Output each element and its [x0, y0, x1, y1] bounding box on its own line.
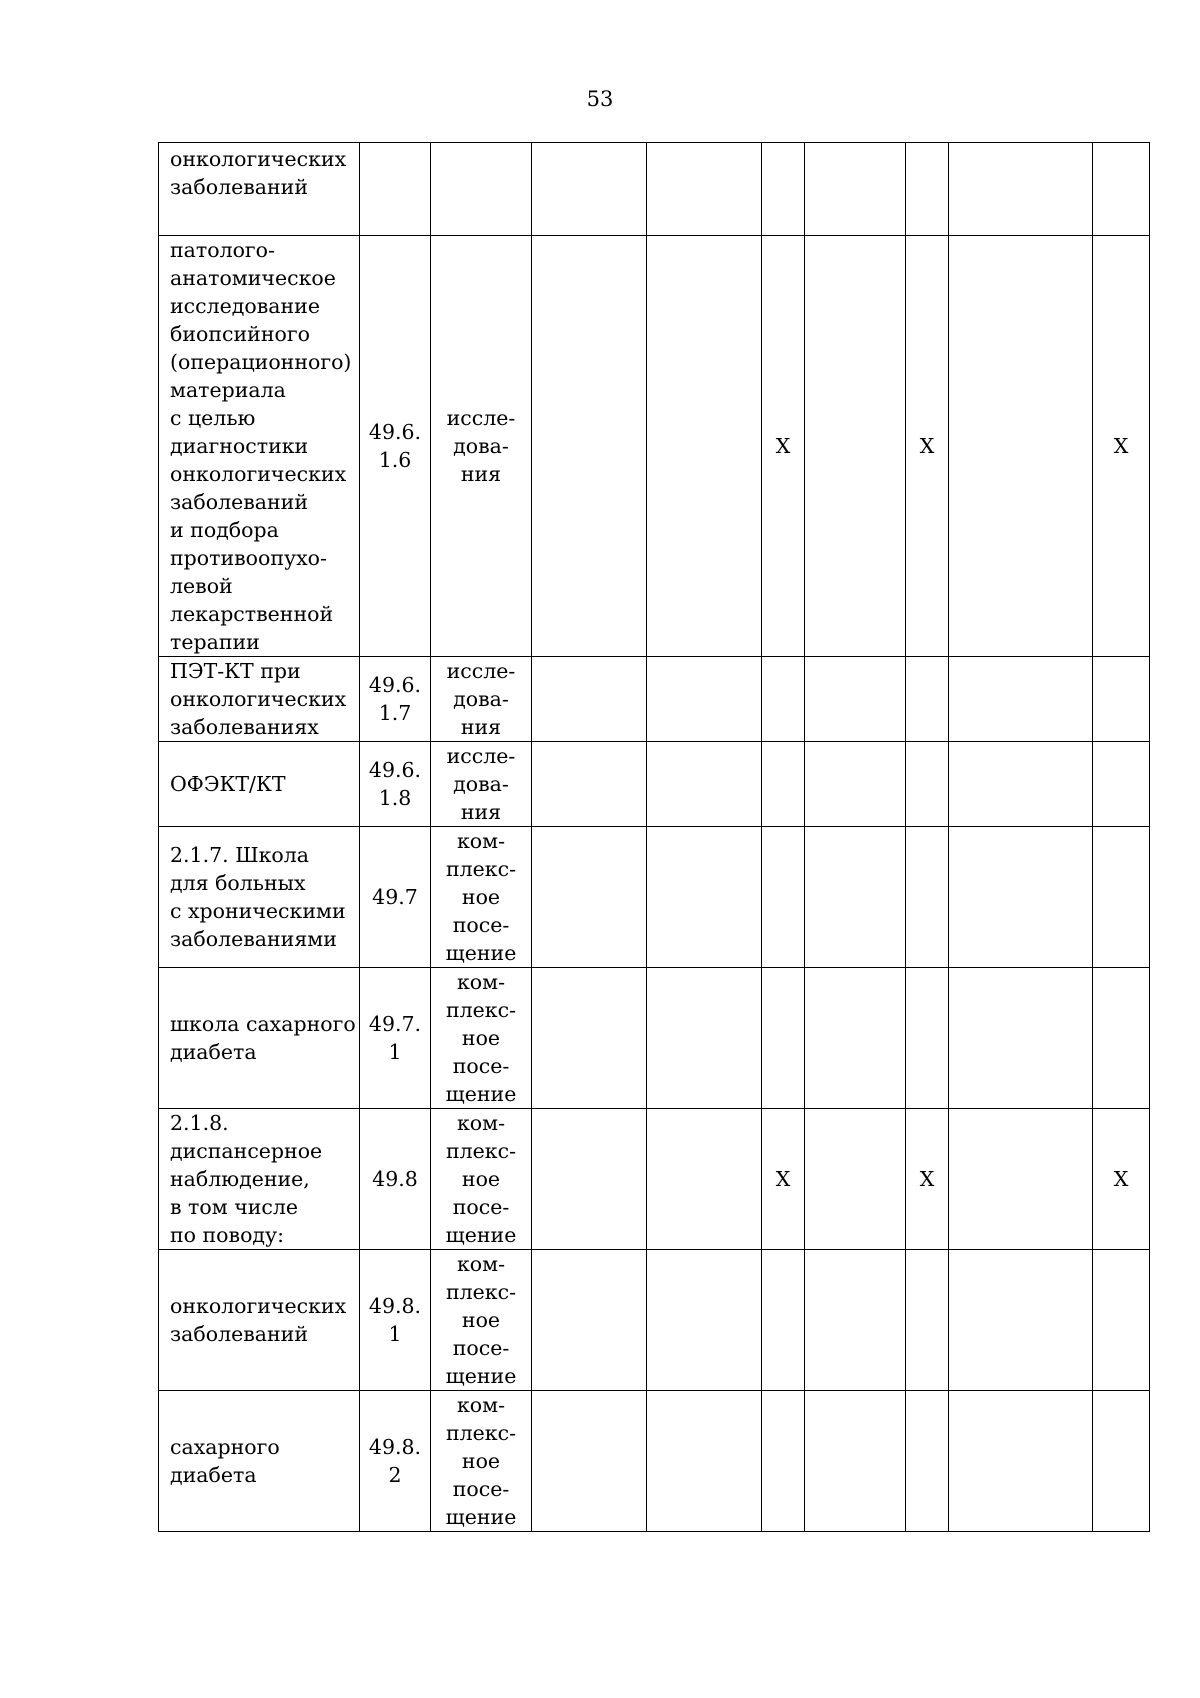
row-unit-cell: иссле- дова- ния: [431, 236, 532, 657]
row-unit-cell: ком- плекс- ное посе- щение: [431, 968, 532, 1109]
table-row: [159, 236, 1150, 657]
value-cell: [805, 657, 906, 742]
value-cell: [805, 1391, 906, 1532]
value-cell: [762, 657, 805, 742]
value-cell: [949, 657, 1093, 742]
value-cell: [949, 827, 1093, 968]
value-cell: [805, 1250, 906, 1391]
value-cell: [1093, 827, 1150, 968]
row-name-cell: онкологических заболеваний: [159, 143, 360, 236]
value-cell: [647, 657, 762, 742]
row-code-cell: 49.7. 1: [360, 968, 431, 1109]
row-name-cell: 2.1.7. Школа для больных с хроническими заболеваниями: [159, 827, 360, 968]
value-cell: [805, 1109, 906, 1250]
value-cell: [532, 1109, 647, 1250]
value-cell: [532, 143, 647, 236]
row-unit-cell: ком- плекс- ное посе- щение: [431, 1250, 532, 1391]
row-unit-cell: иссле- дова- ния: [431, 657, 532, 742]
value-cell: [805, 968, 906, 1109]
table-row: [159, 1250, 1150, 1391]
value-cell: [762, 1250, 805, 1391]
row-name-cell: онкологических заболеваний: [159, 1250, 360, 1391]
value-cell: [906, 827, 949, 968]
value-cell: [1093, 968, 1150, 1109]
value-cell: [805, 742, 906, 827]
value-cell: [906, 968, 949, 1109]
value-cell: [1093, 1250, 1150, 1391]
row-name-cell: патолого- анатомическое исследование биопсийного (операционного) материала с целью диагностики онкологических заболеваний и подбора противоопухо- левой лекарственной терапии: [159, 236, 360, 657]
page-number: 53: [586, 87, 614, 111]
value-cell: [1093, 143, 1150, 236]
row-code-cell: 49.8. 1: [360, 1250, 431, 1391]
row-code-cell: 49.8. 2: [360, 1391, 431, 1532]
row-unit-cell: иссле- дова- ния: [431, 742, 532, 827]
row-unit-cell: ком- плекс- ное посе- щение: [431, 827, 532, 968]
row-code-cell: 49.6. 1.7: [360, 657, 431, 742]
value-cell: [762, 143, 805, 236]
row-code-cell: 49.6. 1.8: [360, 742, 431, 827]
value-cell: X: [906, 236, 949, 657]
value-cell: [805, 143, 906, 236]
row-name-cell: 2.1.8. диспансерное наблюдение, в том числе по поводу:: [159, 1109, 360, 1250]
value-cell: [949, 236, 1093, 657]
row-code-cell: 49.8: [360, 1109, 431, 1250]
value-cell: [532, 1391, 647, 1532]
value-cell: [532, 1250, 647, 1391]
value-cell: [647, 968, 762, 1109]
value-cell: [647, 742, 762, 827]
value-cell: [1093, 1391, 1150, 1532]
value-cell: X: [906, 1109, 949, 1250]
value-cell: [949, 742, 1093, 827]
value-cell: [805, 827, 906, 968]
row-name-cell: ПЭТ-КТ при онкологических заболеваниях: [159, 657, 360, 742]
value-cell: [1093, 657, 1150, 742]
table-row: [159, 657, 1150, 742]
table-row: [159, 742, 1150, 827]
value-cell: X: [1093, 236, 1150, 657]
value-cell: [906, 1250, 949, 1391]
value-cell: [906, 143, 949, 236]
data-table: [158, 142, 1150, 1532]
value-cell: [762, 827, 805, 968]
value-cell: [906, 1391, 949, 1532]
value-cell: [906, 742, 949, 827]
row-name-cell: ОФЭКТ/КТ: [159, 742, 360, 827]
value-cell: [949, 143, 1093, 236]
value-cell: [762, 1391, 805, 1532]
value-cell: [532, 657, 647, 742]
value-cell: [762, 968, 805, 1109]
row-code-cell: [360, 143, 431, 236]
value-cell: [805, 236, 906, 657]
row-unit-cell: [431, 143, 532, 236]
value-cell: [532, 236, 647, 657]
table-row: [159, 143, 1150, 236]
value-cell: [532, 968, 647, 1109]
table-row: [159, 968, 1150, 1109]
row-code-cell: 49.6. 1.6: [360, 236, 431, 657]
value-cell: [949, 1391, 1093, 1532]
table-row: [159, 1109, 1150, 1250]
value-cell: [949, 1109, 1093, 1250]
value-cell: X: [1093, 1109, 1150, 1250]
row-code-cell: 49.7: [360, 827, 431, 968]
table-row: [159, 1391, 1150, 1532]
value-cell: [762, 742, 805, 827]
value-cell: [647, 1109, 762, 1250]
value-cell: [949, 1250, 1093, 1391]
row-unit-cell: ком- плекс- ное посе- щение: [431, 1391, 532, 1532]
value-cell: [647, 143, 762, 236]
value-cell: [906, 657, 949, 742]
row-name-cell: сахарного диабета: [159, 1391, 360, 1532]
row-unit-cell: ком- плекс- ное посе- щение: [431, 1109, 532, 1250]
value-cell: X: [762, 236, 805, 657]
value-cell: [949, 968, 1093, 1109]
value-cell: X: [762, 1109, 805, 1250]
value-cell: [647, 1391, 762, 1532]
value-cell: [1093, 742, 1150, 827]
value-cell: [532, 827, 647, 968]
value-cell: [647, 1250, 762, 1391]
value-cell: [647, 236, 762, 657]
value-cell: [532, 742, 647, 827]
value-cell: [647, 827, 762, 968]
row-name-cell: школа сахарного диабета: [159, 968, 360, 1109]
table-row: [159, 827, 1150, 968]
